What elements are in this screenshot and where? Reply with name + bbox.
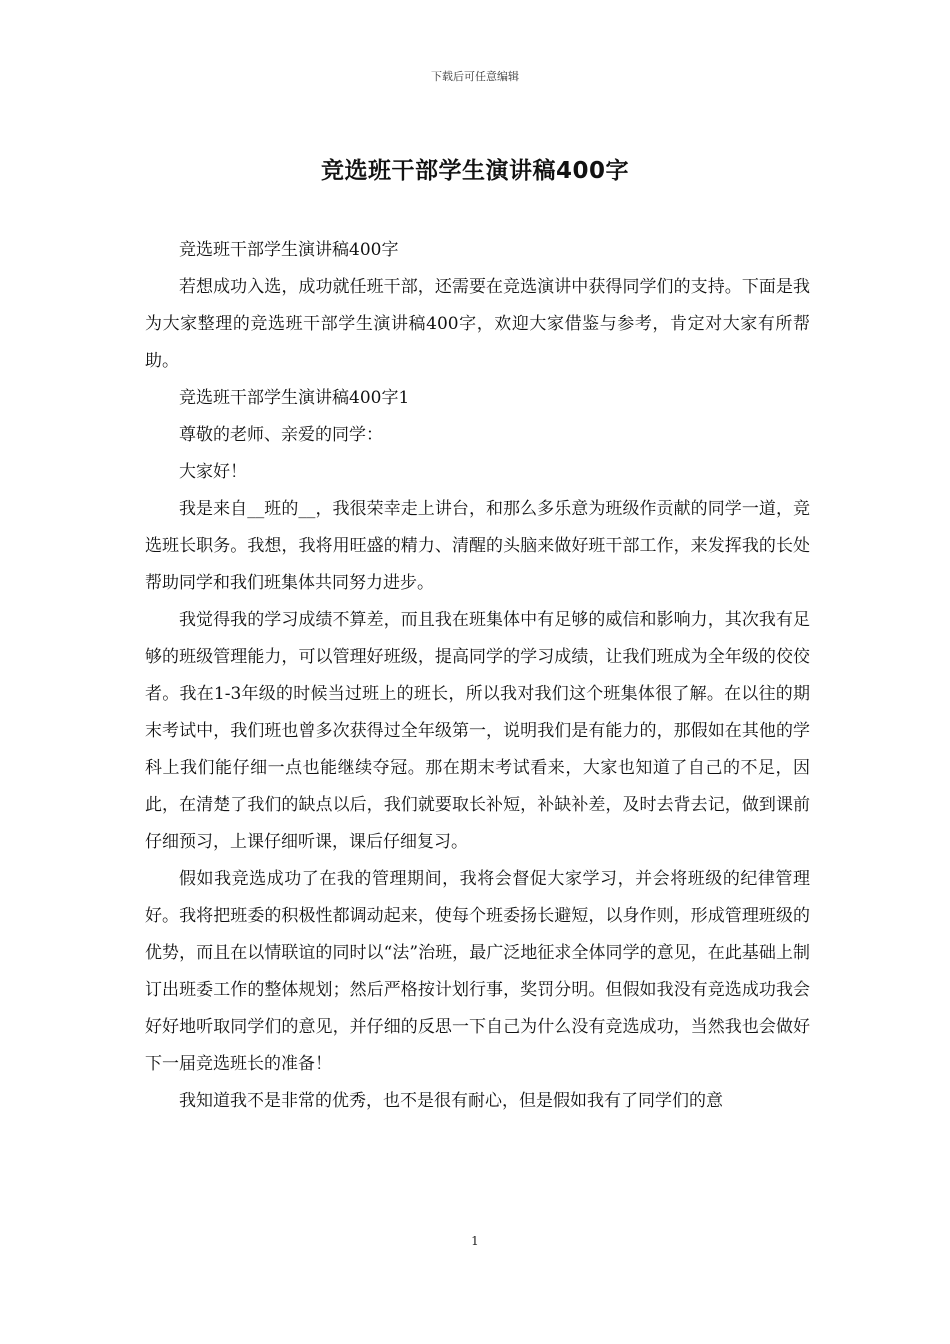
page-number: 1 bbox=[471, 1234, 479, 1248]
body-paragraph: 我知道我不是非常的优秀，也不是很有耐心，但是假如我有了同学们的意 bbox=[179, 1091, 723, 1111]
subtitle-paragraph: 竞选班干部学生演讲稿400字 bbox=[179, 240, 399, 260]
body-paragraph: 我觉得我的学习成绩不算差，而且我在班集体中有足够的威信和影响力，其次我有足够的班级管理能力，可以管理好班级，提高同学的学习成绩，让我们班成为全年级的佼佼者。我在1-3年级的时候当过班上的班长，所以我对我们这个班集体很了解。在以往的期末考试中，我们班也曾多次获得过全年级第一，说明我们是有能力的，那假如在其他的学科上我们能仔细一点也能继续夺冠。那在期末考试看来，大家也知道了自己的不足，因此，在清楚了我们的缺点以后，我们就要取长补短，补缺补差，及时去背去记，做到课前仔细预习，上课仔细听课，课后仔细复习。 bbox=[145, 610, 810, 852]
intro-paragraph: 若想成功入选，成功就任班干部，还需要在竞选演讲中获得同学们的支持。下面是我为大家整理的竞选班干部学生演讲稿400字，欢迎大家借鉴与参考，肯定对大家有所帮助。 bbox=[145, 277, 810, 371]
document-title: 竞选班干部学生演讲稿400字 bbox=[320, 158, 629, 184]
section-heading: 竞选班干部学生演讲稿400字1 bbox=[179, 388, 410, 408]
document-body bbox=[145, 232, 810, 1120]
body-paragraph: 我是来自__班的__，我很荣幸走上讲台，和那么多乐意为班级作贡献的同学一道，竞选班长职务。我想，我将用旺盛的精力、清醒的头脑来做好班干部工作，来发挥我的长处帮助同学和我们班集体共同努力进步。 bbox=[145, 499, 810, 593]
header-note: 下载后可任意编辑 bbox=[431, 70, 519, 83]
greeting: 大家好！ bbox=[179, 462, 247, 482]
body-paragraph: 假如我竞选成功了在我的管理期间，我将会督促大家学习，并会将班级的纪律管理好。我将把班委的积极性都调动起来，使每个班委扬长避短，以身作则，形成管理班级的优势，而且在以情联谊的同时以“法”治班，最广泛地征求全体同学的意见，在此基础上制订出班委工作的整体规划；然后严格按计划行事，奖罚分明。但假如我没有竞选成功我会好好地听取同学们的意见，并仔细的反思一下自己为什么没有竞选成功，当然我也会做好下一届竞选班长的准备！ bbox=[145, 869, 810, 1074]
salutation: 尊敬的老师、亲爱的同学： bbox=[179, 425, 383, 445]
